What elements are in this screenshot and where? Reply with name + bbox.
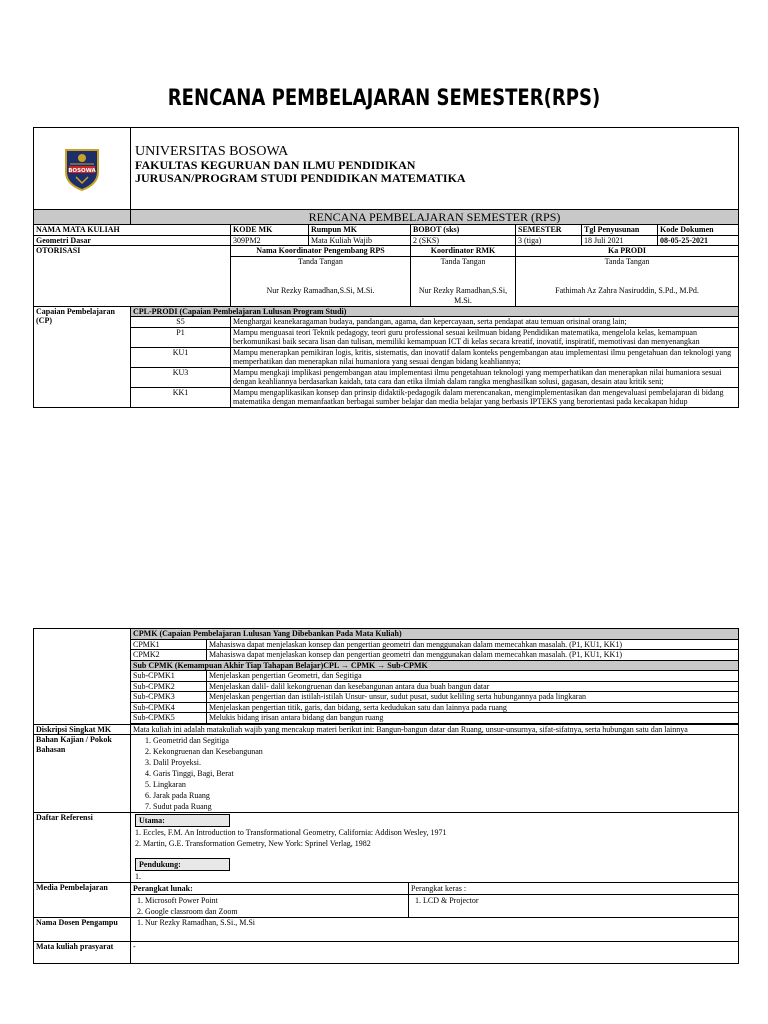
- sign-koordinator-rps: [231, 256, 411, 306]
- sign-label: Tanda Tangan: [440, 256, 486, 266]
- signer-name: Nur Rezky Ramadhan,S.Si, M.Si.: [266, 286, 375, 295]
- value-tgl: 18 Juli 2021: [582, 235, 658, 246]
- label-bobot: BOBOT (sks): [411, 225, 516, 236]
- cpl-text: Mampu menguasai teori Teknik pedagogy, teori guru professional sesuai keilmuan bidang Pendidikan matematika, mengelola kelas, kemampuan berkomunikasi baik secara lisan dan tulisan, memiliki kemampuan ICT di kelas secara kreatif, inovatif, inspiratif, memotivasi dan menyenangkan: [231, 327, 739, 347]
- label-tgl: Tgl Penyusunan: [582, 225, 658, 236]
- cpl-text: Mampu mengkaji implikasi pengembangan atau implementasi ilmu pengetahuan teknologi yang memperhatikan dan menerapkan nilai humaniora sesuai dengan keahliannya berdasarkan kaidah, tata cara dan etika ilmiah dalam rangka menghasilkan solusi, gagasan, desain atau kritik seni;: [231, 367, 739, 387]
- list-item: 2. Martin, G.E. Transformation Gemetry, New York: Sprinel Verlag, 1982: [135, 839, 371, 848]
- cpmk-code: CPMK1: [131, 639, 207, 650]
- value-bobot: 2 (SKS): [411, 235, 516, 246]
- department-name: JURUSAN/PROGRAM STUDI PENDIDIKAN MATEMATIKA: [135, 171, 466, 185]
- cpmk-row: [34, 650, 739, 661]
- list-item: 1. Microsoft Power Point: [137, 896, 218, 905]
- document-title: RENCANA PEMBELAJARAN SEMESTER(RPS): [167, 86, 601, 111]
- keras-label: Perangkat keras :: [409, 883, 738, 895]
- list-item: 7. Sudut pada Ruang: [145, 802, 212, 811]
- cpl-row: [34, 317, 739, 328]
- cpmk-row: [34, 639, 739, 650]
- sub-cpmk-code: Sub-CPMK5: [131, 713, 207, 724]
- dosen-label: Nama Dosen Pengampu: [34, 918, 131, 942]
- sub-cpmk-text: Menjelaskan pengertian titik, garis, dan bidang, serta kedudukan satu dan lainnya pada ruang: [207, 702, 739, 713]
- role-koordinator-rps: Nama Koordinator Pengembang RPS: [231, 246, 411, 257]
- cpl-code: P1: [131, 327, 231, 347]
- sub-cpmk-row: [34, 713, 739, 724]
- sub-cpmk-row: [34, 702, 739, 713]
- sub-cpmk-code: Sub-CPMK1: [131, 671, 207, 682]
- list-item: 1. Eccles, F.M. An Introduction to Transformational Geometry, California: Addison Wesley, 1971: [135, 828, 447, 837]
- cpl-row: [34, 347, 739, 367]
- value-semester: 3 (tiga): [516, 235, 582, 246]
- list-item: 1. LCD & Projector: [415, 896, 479, 905]
- university-block: [131, 128, 739, 210]
- list-item: 5. Lingkaran: [145, 780, 186, 789]
- sub-cpmk-heading: Sub CPMK (Kemampuan Akhir Tiap Tahapan Belajar)CPL → CPMK → Sub-CPMK: [131, 660, 739, 671]
- sign-ka-prodi: [516, 256, 739, 306]
- value-nama-mk: Geometri Dasar: [34, 235, 231, 246]
- dosen-value: 1. Nur Rezky Ramadhan, S.Si., M.Si: [131, 918, 739, 942]
- cpmk-code: CPMK2: [131, 650, 207, 661]
- value-kode-dok: 08-05-25-2021: [658, 235, 739, 246]
- lunak-label: Perangkat lunak:: [131, 883, 408, 895]
- label-nama-mk: NAMA MATA KULIAH: [34, 225, 231, 236]
- cpmk-heading: CPMK (Capaian Pembelajaran Lulusan Yang Dibebankan Pada Mata Kuliah): [131, 629, 739, 640]
- cpl-row: [34, 387, 739, 407]
- deskripsi-text: Mata kuliah ini adalah matakuliah wajib yang mencakup materi berikut ini: Bangun-bangun datar dan Ruang, unsur-unsurnya, sifat-sifatnya, serta hubungan satu dan lainnya: [131, 724, 739, 735]
- label-kode-dok: Kode Dokumen: [658, 225, 739, 236]
- media-label: Media Pembelajaran: [34, 883, 131, 918]
- sign-koordinator-rmk: [411, 256, 516, 306]
- logo-text: BOSOWA: [68, 167, 96, 174]
- list-item: 3. Dalil Proyeksi.: [145, 758, 201, 767]
- sub-cpmk-text: Menjelaskan pengertian dan istilah-istilah Unsur- unsur, sudut pusat, sudut keliling serta hubungannya pada lingkaran: [207, 692, 739, 703]
- label-semester: SEMESTER: [516, 225, 582, 236]
- rps-header-table: [33, 127, 739, 408]
- label-rumpun-mk: Rumpun MK: [309, 225, 411, 236]
- sub-cpmk-text: Melukis bidang irisan antara bidang dan bangun ruang: [207, 713, 739, 724]
- sub-cpmk-text: Menjelaskan pengertian Geometri, dan Segitiga: [207, 671, 739, 682]
- value-rumpun-mk: Mata Kuliah Wajib: [309, 235, 411, 246]
- sub-cpmk-row: [34, 671, 739, 682]
- cpl-heading: CPL-PRODI (Capaian Pembelajaran Lulusan Program Studi): [131, 306, 739, 317]
- list-item: 1.: [135, 872, 141, 881]
- signer-name: Fathimah Az Zahra Nasiruddin, S.Pd., M.Pd.: [555, 286, 699, 295]
- list-item: 1. Geometrid dan Segitiga: [145, 736, 229, 745]
- signer-name: Nur Rezky Ramadhan,S.Si, M.Si.: [418, 286, 508, 305]
- media-lunak: [131, 883, 409, 918]
- referensi-label: Daftar Referensi: [34, 813, 131, 883]
- otorisasi-label: OTORISASI: [34, 246, 231, 307]
- referensi-list: [131, 813, 739, 883]
- cpl-text: Menghargai keanekaragaman budaya, pandangan, agama, dan kepercayaan, serta pendapat atau temuan orisinal orang lain;: [231, 317, 739, 328]
- cpl-text: Mampu mengaplikasikan konsep dan prinsip didaktik-pedagogik dalam merencanakan, mengimplementasikan dan mengevaluasi pembelajaran di bidang matematika dengan memanfaatkan berbagai sumber belajar dan media belajar yang berbasis IPTEKS yang berorientasi pada kecakapan hidup: [231, 387, 739, 407]
- utama-label: Utama:: [135, 814, 230, 827]
- list-item: 2. Google classroom dan Zoom: [137, 907, 238, 916]
- cp-label: Capaian Pembelajaran (CP): [34, 306, 131, 407]
- rps-title-band: RENCANA PEMBELAJARAN SEMESTER (RPS): [131, 210, 739, 225]
- bahan-list: [131, 735, 739, 813]
- sign-label: Tanda Tangan: [604, 256, 650, 266]
- cpl-code: KU1: [131, 347, 231, 367]
- prasyarat-label: Mata kuliah prasyarat: [34, 942, 131, 964]
- sub-cpmk-code: Sub-CPMK4: [131, 702, 207, 713]
- sign-label: Tanda Tangan: [298, 256, 343, 266]
- list-item: 6. Jarak pada Ruang: [145, 791, 210, 800]
- course-label-row: [34, 225, 739, 236]
- cpmk-text: Mahasiswa dapat menjelaskan konsep dan pengertian geometri dan menggunakan dalam memecahkan masalah. (P1, KU1, KK1): [207, 639, 739, 650]
- sub-cpmk-code: Sub-CPMK3: [131, 692, 207, 703]
- cpl-row: [34, 327, 739, 347]
- cpl-code: KK1: [131, 387, 231, 407]
- role-koordinator-rmk: Koordinator RMK: [411, 246, 516, 257]
- value-kode-mk: 309PM2: [231, 235, 309, 246]
- bahan-label: Bahan Kajian / Pokok Bahasan: [34, 735, 131, 813]
- deskripsi-label: Diskripsi Singkat MK: [34, 724, 131, 735]
- cpl-code: KU3: [131, 367, 231, 387]
- sub-cpmk-text: Menjelaskan dalil- dalil kekongruenan dan kesebangunan antara dua buah bangun datar: [207, 681, 739, 692]
- course-value-row: [34, 235, 739, 246]
- media-keras: [409, 883, 739, 918]
- cpl-text: Mampu menerapkan pemikiran logis, kritis, sistematis, dan inovatif dalam konteks pengembangan atau implementasi ilmu pengetahuan dan teknologi yang memperhatikan dan menerapkan nilai humaniora yang sesuai dengan bidang keahliannya;: [231, 347, 739, 367]
- cpl-row: [34, 367, 739, 387]
- cpl-code: S5: [131, 317, 231, 328]
- cpmk-text: Mahasiswa dapat menjelaskan konsep dan pengertian geometri dan menggunakan dalam memecahkan masalah. (P1, KU1, KK1): [207, 650, 739, 661]
- role-ka-prodi: Ka PRODI: [516, 246, 739, 257]
- university-logo: [60, 146, 104, 192]
- rps-detail-table: [33, 628, 739, 964]
- sub-cpmk-code: Sub-CPMK2: [131, 681, 207, 692]
- sub-cpmk-row: [34, 681, 739, 692]
- logo-cell: [34, 128, 131, 210]
- band-left: [34, 210, 131, 225]
- label-kode-mk: KODE MK: [231, 225, 309, 236]
- university-name: UNIVERSITAS BOSOWA: [135, 144, 289, 159]
- cpmk-label-cell: [34, 629, 131, 725]
- list-item: 2. Kekongruenan dan Kesebangunan: [145, 747, 263, 756]
- prasyarat-value: -: [131, 942, 739, 964]
- sub-cpmk-row: [34, 692, 739, 703]
- list-item: 4. Garis Tinggi, Bagi, Berat: [145, 769, 234, 778]
- pendukung-label: Pendukung:: [135, 858, 230, 871]
- faculty-name: FAKULTAS KEGURUAN DAN ILMU PENDIDIKAN: [135, 158, 416, 172]
